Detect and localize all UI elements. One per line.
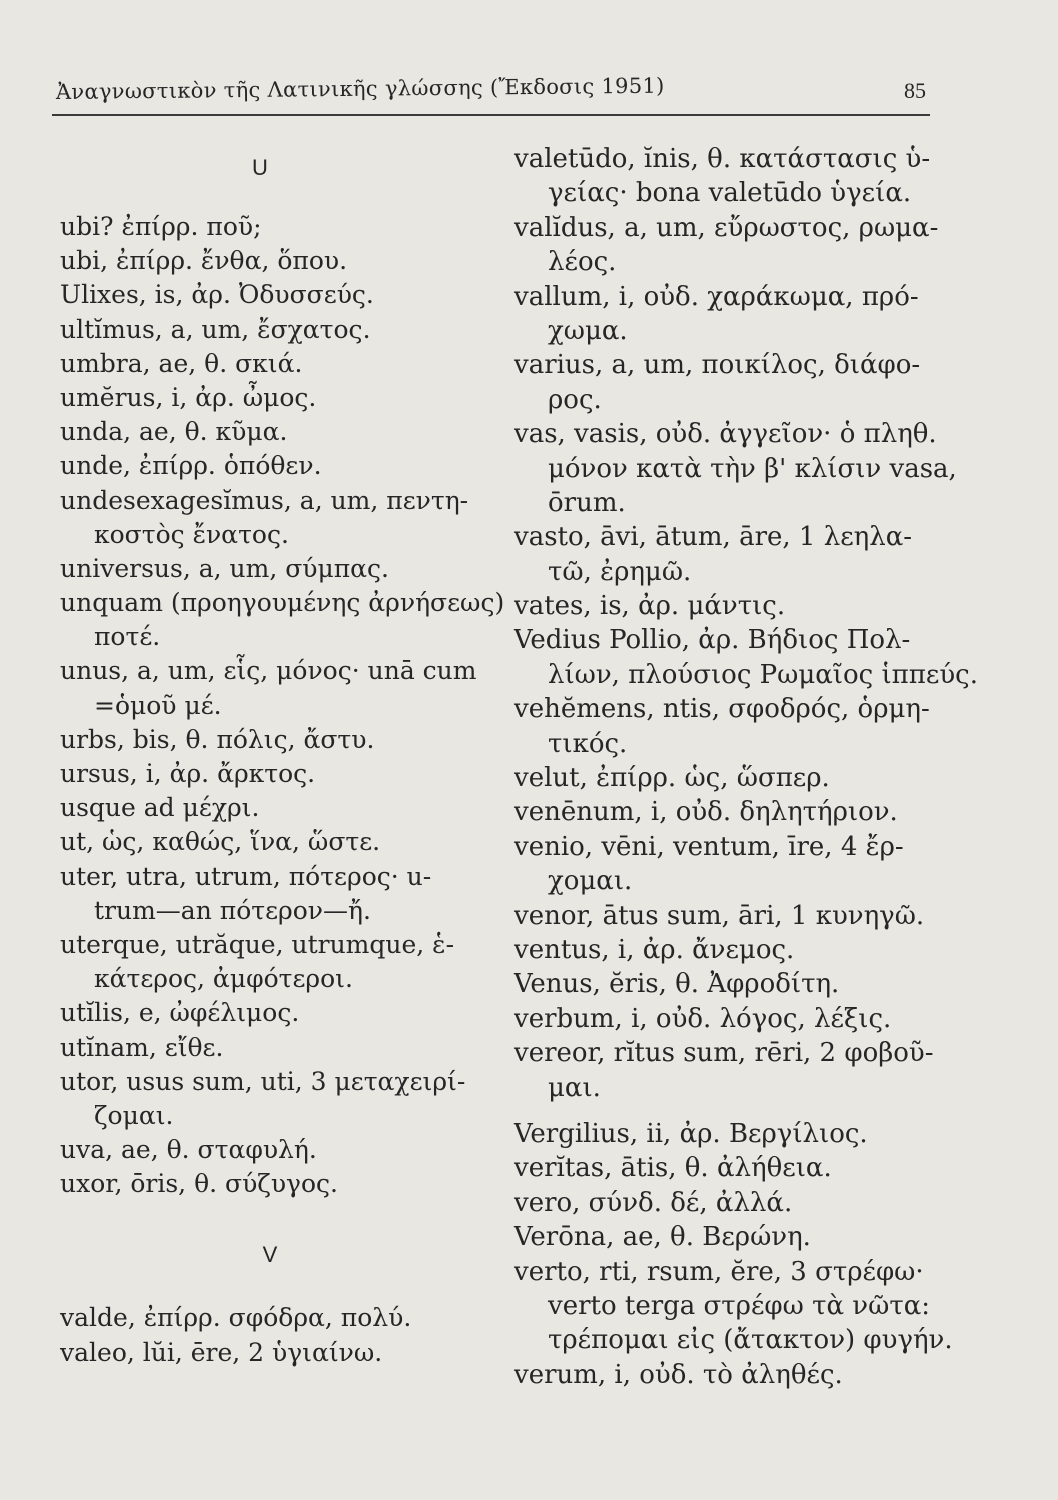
entry-line: ursus, i, ἀρ. ἄρκτος.	[60, 759, 316, 788]
page-number: 85	[904, 78, 926, 103]
entry-line: venio, vēni, ventum, īre, 4 ἔρ-	[514, 831, 904, 862]
entry-continuation: ποτέ.	[94, 622, 161, 652]
entry-line: verto, rti, rsum, ĕre, 3 στρέφω·	[514, 1256, 924, 1287]
entry-line: varius, a, um, ποικίλος, διάφο-	[514, 350, 921, 381]
entry-line: Vedius Pollio, ἀρ. Βήδιος Πολ-	[514, 625, 911, 656]
entry-line: vereor, rĭtus sum, rēri, 2 φοβοῦ-	[514, 1038, 934, 1069]
entry-line: unquam (προηγουμένης ἀρνήσεως)	[60, 588, 505, 618]
entry-line: valĭdus, a, um, εὔρωστος, ρωμα-	[514, 212, 939, 243]
entry-line: vallum, i, οὐδ. χαράκωμα, πρό-	[514, 281, 919, 312]
entry-continuation: μόνον κατὰ τὴν β' κλίσιν vasa,	[548, 453, 957, 484]
section-heading-u: U	[252, 155, 268, 180]
entry-continuation: κοστὸς ἔνατος.	[94, 519, 289, 549]
section-heading-v: V	[262, 1242, 278, 1268]
entry-line: uxor, ōris, θ. σύζυγος.	[60, 1169, 338, 1199]
entry-line: urbs, bis, θ. πόλις, ἄστυ.	[60, 724, 375, 754]
entry-line: unda, ae, θ. κῦμα.	[60, 417, 288, 447]
entry-line: undesexagesĭmus, a, um, πεντη-	[60, 485, 469, 515]
entry-line: ubi, ἐπίρρ. ἔνθα, ὅπου.	[60, 246, 348, 276]
entry-continuation: κάτερος, ἀμφότεροι.	[94, 964, 353, 994]
entry-continuation: verto terga στρέφω τὰ νῶτα:	[548, 1290, 931, 1321]
entry-continuation: τρέπομαι εἰς (ἄτακτον) φυγήν.	[548, 1325, 953, 1356]
entry-line: verum, i, οὐδ. τὸ ἀληθές.	[514, 1359, 843, 1390]
entry-line: vasto, āvi, ātum, āre, 1 λεηλα-	[514, 522, 913, 553]
entry-continuation: τικός.	[548, 728, 628, 759]
entry-continuation: χωμα.	[548, 315, 628, 346]
entry-line: valeo, lŭi, ēre, 2 ὑγιαίνω.	[60, 1337, 383, 1367]
entry-line: uterque, utrăque, utrumque, ἑ-	[60, 929, 455, 959]
entry-line: valetūdo, ĭnis, θ. κατάστασις ὑ-	[514, 144, 931, 174]
entry-line: venēnum, i, οὐδ. δηλητήριον.	[514, 797, 898, 828]
entry-line: venor, ātus sum, āri, 1 κυνηγῶ.	[514, 900, 925, 931]
entry-continuation: =ὁμοῦ μέ.	[94, 690, 222, 720]
entry-line: Vergilius, ii, ἀρ. Βεργίλιος.	[514, 1118, 868, 1149]
entry-continuation: ρος.	[548, 384, 602, 415]
page-header	[52, 73, 930, 116]
entry-continuation: trum—an πότερον—ἤ.	[94, 895, 371, 925]
entry-line: Verōna, ae, θ. Βερώνη.	[514, 1222, 811, 1253]
entry-line: utĭlis, e, ὠφέλιμος.	[60, 998, 300, 1028]
entry-line: vas, vasis, οὐδ. ἀγγεῖον· ὁ πληθ.	[514, 419, 937, 450]
entry-line: umbra, ae, θ. σκιά.	[60, 348, 303, 378]
entry-continuation: τῶ, ἐρημῶ.	[548, 556, 692, 587]
entry-line: ut, ὡς, καθώς, ἵνα, ὥστε.	[60, 827, 381, 857]
entry-continuation: χομαι.	[548, 866, 633, 897]
entry-continuation: ōrum.	[548, 487, 626, 518]
entry-line: ventus, i, ἀρ. ἄνεμος.	[514, 934, 795, 965]
right-column	[514, 142, 978, 1392]
entry-line: valde, ἐπίρρ. σφόδρα, πολύ.	[60, 1303, 412, 1333]
entry-line: ultĭmus, a, um, ἔσχατος.	[60, 314, 371, 344]
entry-line: vero, σύνδ. δέ, ἀλλά.	[514, 1187, 793, 1218]
running-title: Ἀναγνωστικὸν τῆς Λατινικῆς γλώσσης (Ἔκδοσις 1951)	[55, 73, 665, 104]
entry-line: unde, ἐπίρρ. ὁπόθεν.	[60, 451, 322, 481]
entry-line: vehĕmens, ntis, σφοδρός, ὁρμη-	[514, 694, 930, 725]
entry-continuation: μαι.	[548, 1072, 601, 1103]
left-column	[60, 142, 505, 1370]
entry-line: vates, is, ἀρ. μάντις.	[514, 591, 786, 622]
entry-line: Venus, ĕris, θ. Ἀφροδίτη.	[514, 969, 840, 1000]
entry-continuation: λέος.	[548, 247, 617, 278]
entry-continuation: ζομαι.	[94, 1100, 174, 1130]
entry-line: utĭnam, εἴθε.	[60, 1032, 224, 1062]
entry-continuation: λίων, πλούσιος Ρωμαῖος ἱππεύς.	[548, 659, 978, 690]
entry-line: utor, usus sum, uti, 3 μεταχειρί-	[60, 1066, 466, 1096]
entry-line: unus, a, um, εἷς, μόνος· unā cum	[60, 656, 477, 686]
entry-line: uter, utra, utrum, πότερος· u-	[60, 861, 432, 891]
entry-line: velut, ἐπίρρ. ὡς, ὥσπερ.	[514, 763, 830, 794]
entry-line: Ulixes, is, ἀρ. Ὀδυσσεύς.	[60, 280, 374, 310]
entry-line: umĕrus, i, ἀρ. ὦμος.	[60, 382, 317, 412]
entry-line: ubi? ἐπίρρ. ποῦ;	[60, 212, 262, 241]
entry-line: uva, ae, θ. σταφυλή.	[60, 1135, 317, 1165]
entry-line: verbum, i, οὐδ. λόγος, λέξις.	[514, 1003, 892, 1034]
entry-continuation: γείας· bona valetūdo ὑγεία.	[548, 178, 912, 209]
entry-line: verĭtas, ātis, θ. ἀλήθεια.	[514, 1153, 832, 1184]
entry-line: universus, a, um, σύμπας.	[60, 553, 389, 583]
entry-line: usque ad μέχρι.	[60, 793, 260, 823]
